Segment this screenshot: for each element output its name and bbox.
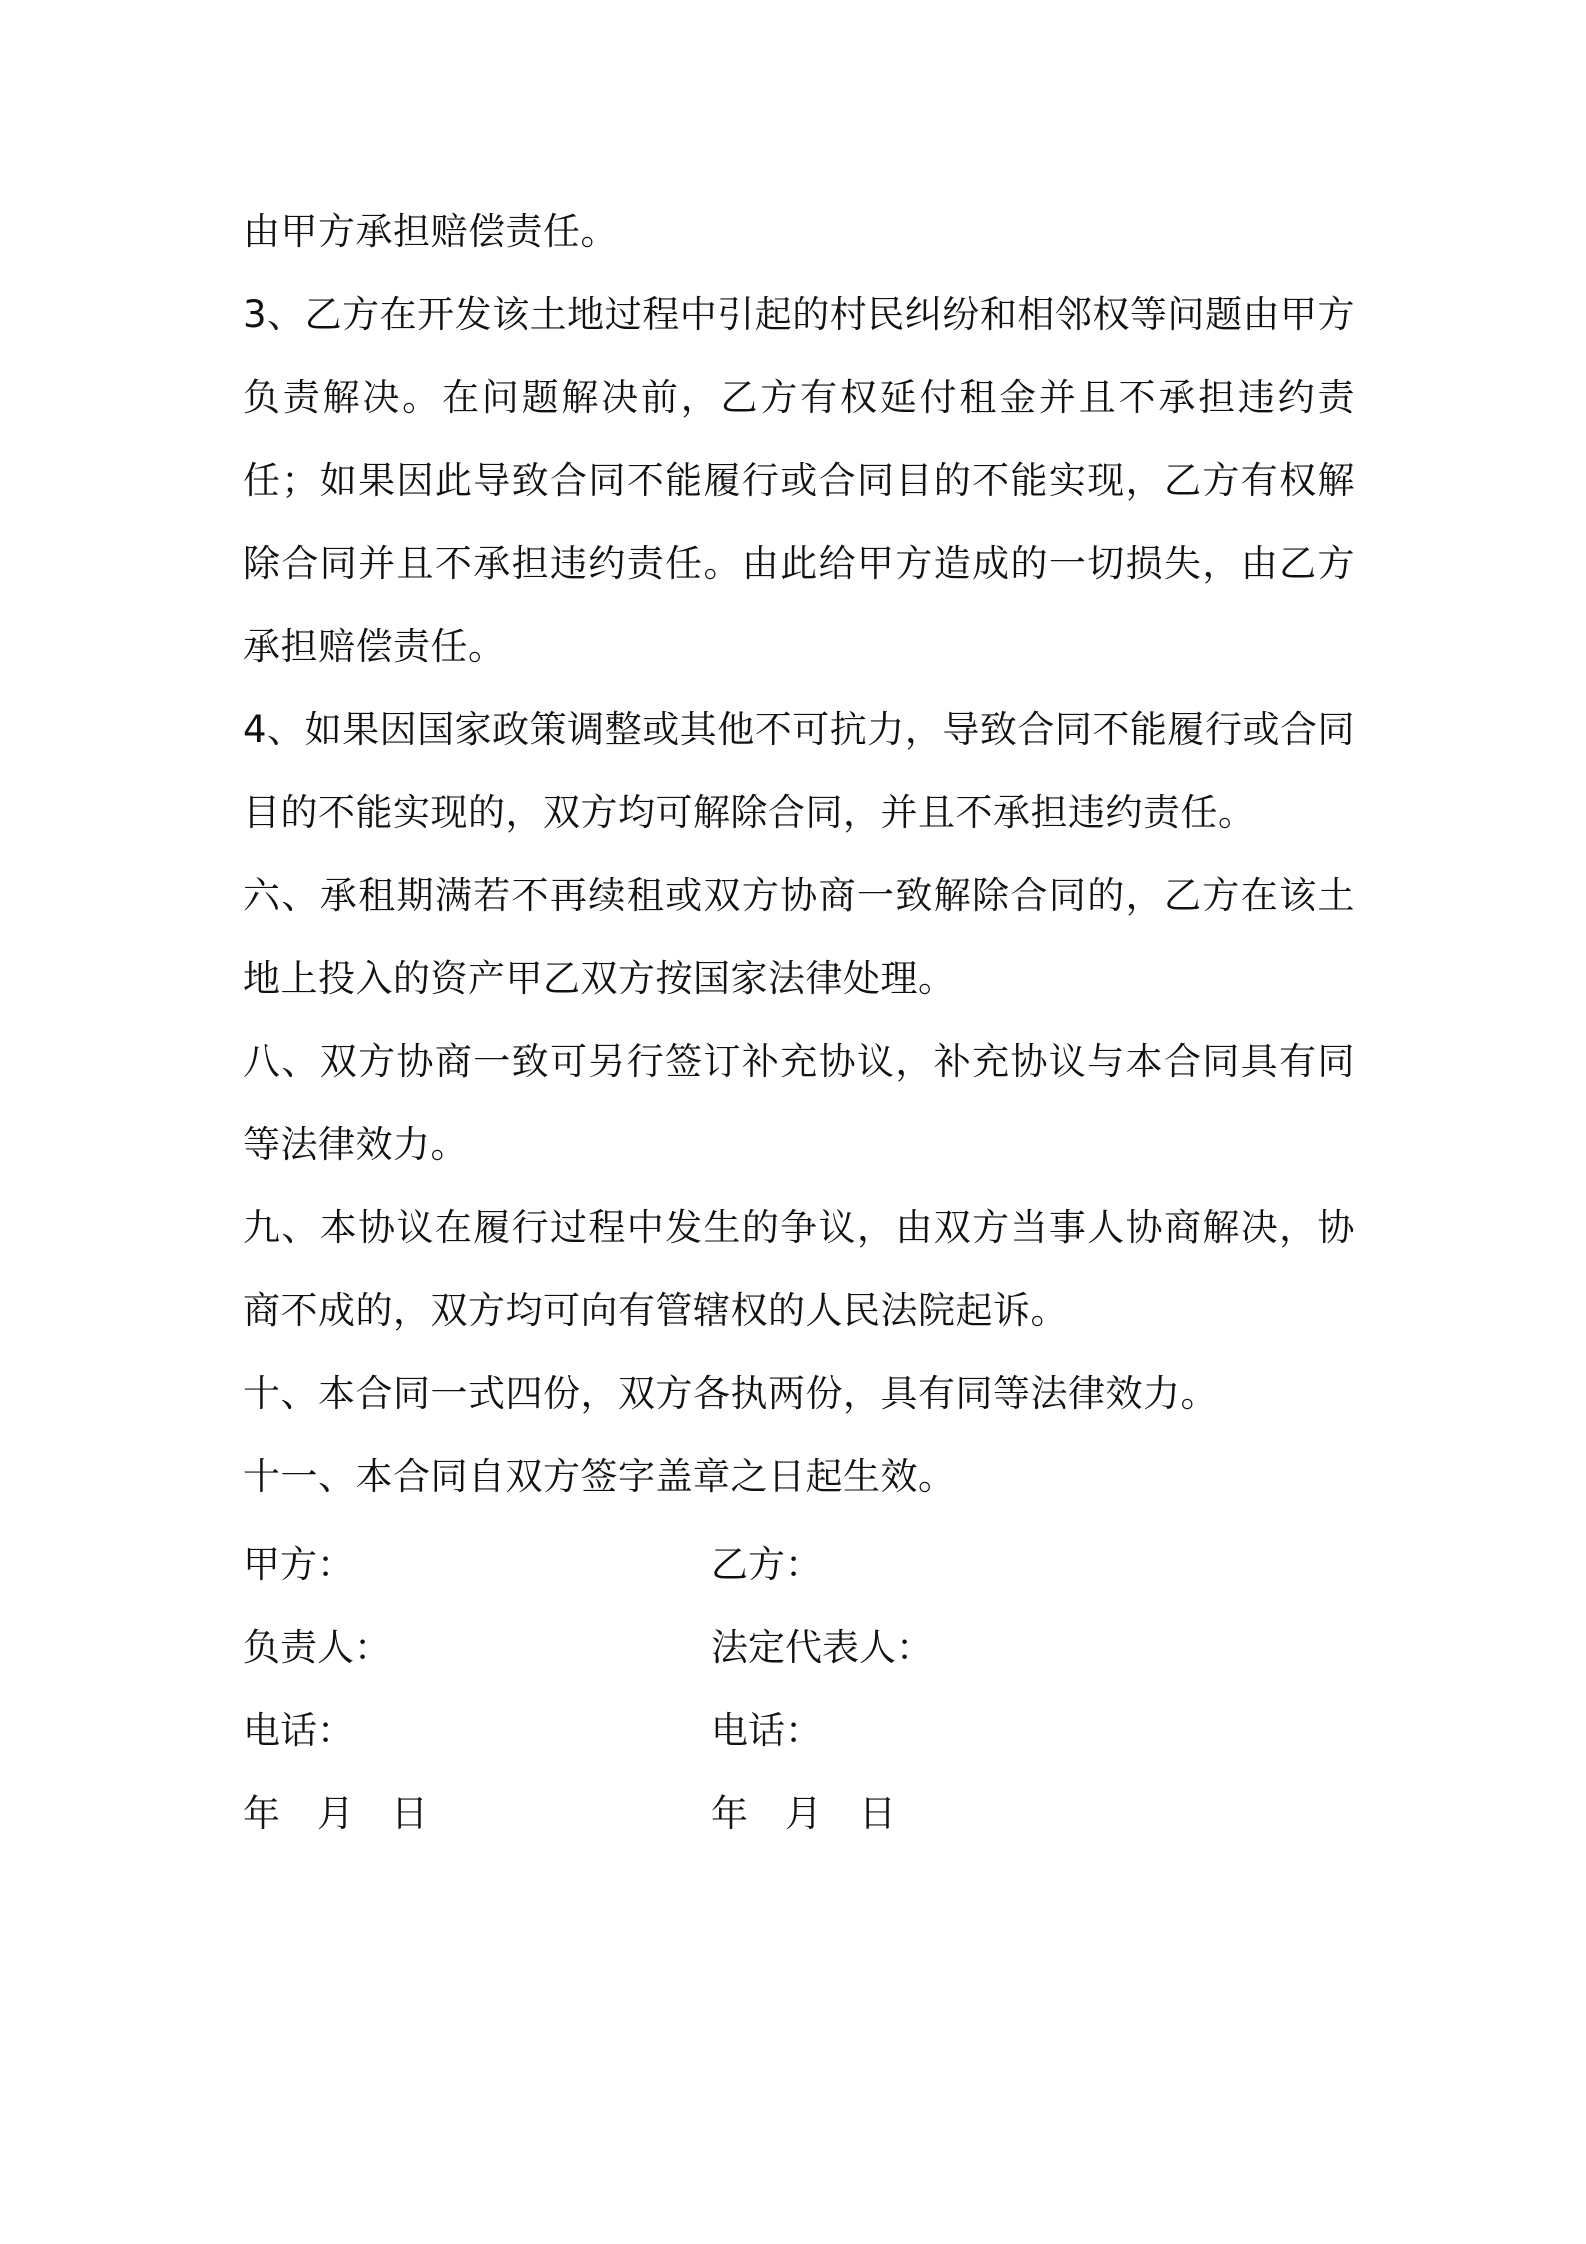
signature-block bbox=[243, 1523, 1355, 1855]
party-a-label: 甲方： bbox=[243, 1543, 354, 1586]
contract-body bbox=[243, 190, 1355, 1518]
party-a-date-label: 年 月 日 bbox=[243, 1792, 428, 1835]
party-b-phone-label: 电话： bbox=[711, 1709, 822, 1752]
party-a-responsible-label: 负责人： bbox=[243, 1626, 391, 1669]
clause-paragraph: 由甲方承担赔偿责任。 bbox=[243, 210, 618, 253]
clause-paragraph: 十一、本合同自双方签字盖章之日起生效。 bbox=[243, 1455, 956, 1498]
signature-row bbox=[243, 1606, 1355, 1689]
clause-paragraph: 六、承租期满若不再续租或双方协商一致解除合同的，乙方在该土地上投入的资产甲乙双方按国家法律处理。 bbox=[243, 874, 1355, 1000]
clause-paragraph: 八、双方协商一致可另行签订补充协议，补充协议与本合同具有同等法律效力。 bbox=[243, 1040, 1355, 1166]
party-a-phone-label: 电话： bbox=[243, 1709, 354, 1752]
clause-paragraph: 九、本协议在履行过程中发生的争议，由双方当事人协商解决，协商不成的，双方均可向有管辖权的人民法院起诉。 bbox=[243, 1206, 1355, 1332]
clause-paragraph: 4、如果因国家政策调整或其他不可抗力，导致合同不能履行或合同目的不能实现的，双方均可解除合同，并且不承担违约责任。 bbox=[243, 708, 1355, 834]
signature-row bbox=[243, 1689, 1355, 1772]
party-b-legal-rep-label: 法定代表人： bbox=[711, 1626, 933, 1669]
party-b-label: 乙方： bbox=[711, 1543, 822, 1586]
party-b-date-label: 年 月 日 bbox=[711, 1792, 896, 1835]
clause-paragraph: 3、乙方在开发该土地过程中引起的村民纠纷和相邻权等问题由甲方负责解决。在问题解决前，乙方有权延付租金并且不承担违约责任；如果因此导致合同不能履行或合同目的不能实现，乙方有权解除合同并且不承担违约责任。由此给甲方造成的一切损失，由乙方承担赔偿责任。 bbox=[243, 293, 1355, 668]
clause-paragraph: 十、本合同一式四份，双方各执两份，具有同等法律效力。 bbox=[243, 1372, 1218, 1415]
signature-row bbox=[243, 1772, 1355, 1855]
signature-row bbox=[243, 1523, 1355, 1606]
